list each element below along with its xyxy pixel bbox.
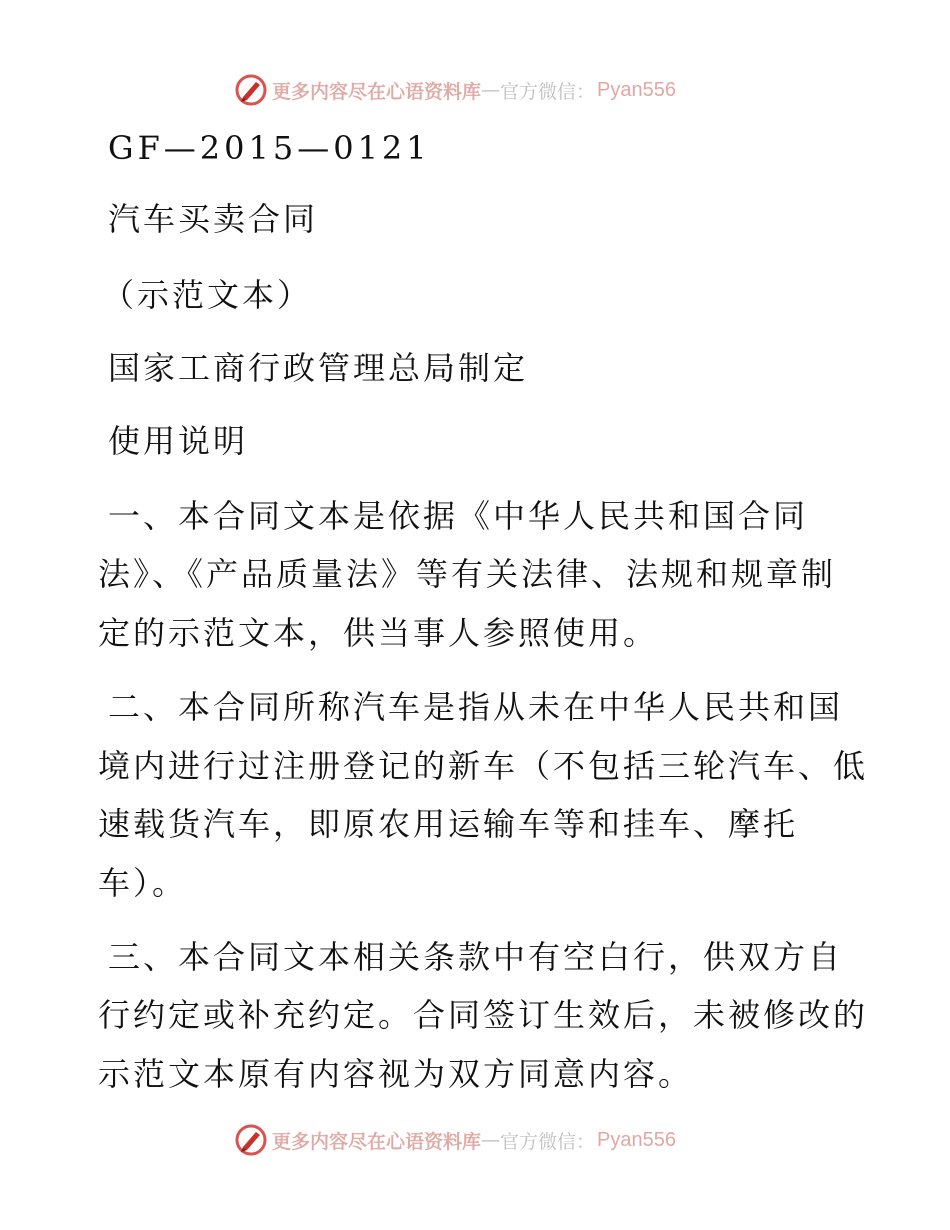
pen-logo-icon (234, 73, 268, 107)
document-issuer: 国家工商行政管理总局制定 (108, 349, 529, 387)
paragraph-line: 车）。 (98, 864, 188, 902)
document-code: GF—2015—0121 (108, 129, 431, 167)
paragraph-line: 三、本合同文本相关条款中有空白行，供双方自 (108, 938, 844, 976)
paragraph-line: 一、本合同文本是依据《中华人民共和国合同 (108, 497, 809, 535)
paragraph-line: 速载货汽车，即原农用运输车等和挂车、摩托 (98, 805, 799, 843)
paragraph-line: 法》、《产品质量法》等有关法律、法规和规章制 (98, 555, 837, 593)
watermark-separator: — (481, 79, 501, 101)
document-subtitle: （示范文本） (102, 276, 313, 314)
section-heading: 使用说明 (108, 422, 249, 460)
paragraph-line: 行约定或补充约定。合同签订生效后，未被修改的 (98, 996, 869, 1034)
paragraph-line: 定的示范文本，供当事人参照使用。 (98, 614, 659, 652)
watermark-wechat-label: 官方微信： (500, 1130, 596, 1153)
watermark-footer (234, 1120, 676, 1160)
paragraph-line: 示范文本原有内容视为双方同意内容。 (98, 1055, 694, 1093)
watermark-header (234, 70, 676, 110)
paragraph-line: 二、本合同所称汽车是指从未在中华人民共和国 (108, 688, 844, 726)
document-title: 汽车买卖合同 (108, 200, 319, 238)
watermark-wechat-id: Pyan556 (597, 1128, 676, 1151)
paragraph-line: 境内进行过注册登记的新车（不包括三轮汽车、低 (98, 747, 869, 785)
watermark-text: 更多内容尽在心语资料库 (272, 1130, 482, 1153)
pen-logo-icon (234, 1123, 268, 1157)
watermark-wechat-label: 官方微信： (500, 80, 596, 103)
watermark-separator: — (481, 1129, 501, 1151)
watermark-text: 更多内容尽在心语资料库 (272, 80, 482, 103)
watermark-wechat-id: Pyan556 (597, 78, 676, 101)
